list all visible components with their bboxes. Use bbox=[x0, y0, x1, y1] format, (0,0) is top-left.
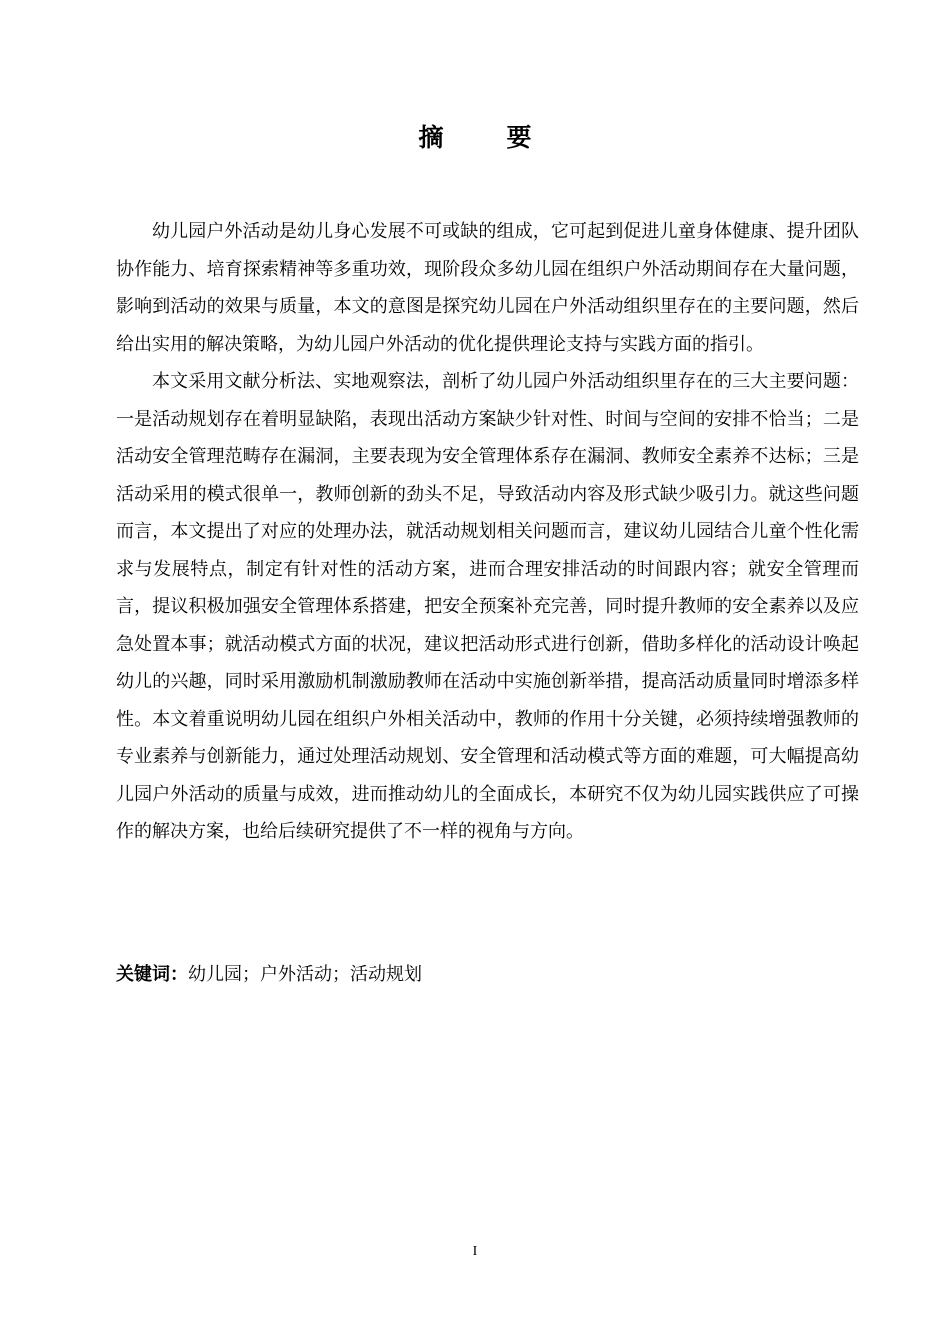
keywords-label: 关键词： bbox=[116, 964, 188, 985]
page-title: 摘 要 bbox=[418, 123, 551, 152]
page-number: I bbox=[472, 1244, 478, 1259]
abstract-body bbox=[116, 213, 859, 851]
keywords-value: 幼儿园；户外活动；活动规划 bbox=[188, 964, 422, 985]
abstract-paragraph-1: 幼儿园户外活动是幼儿身心发展不可或缺的组成，它可起到促进儿童身体健康、提升团队协作能力、培育探索精神等多重功效，现阶段众多幼儿园在组织户外活动期间存在大量问题，影响到活动的效果与质量，本文的意图是探究幼儿园在户外活动组织里存在的主要问题，然后给出实用的解决策略，为幼儿园户外活动的优化提供理论支持与实践方面的指引。 bbox=[116, 221, 859, 355]
keywords-line bbox=[116, 956, 859, 993]
abstract-paragraph-2: 本文采用文献分析法、实地观察法，剖析了幼儿园户外活动组织里存在的三大主要问题：一是活动规划存在着明显缺陷，表现出活动方案缺少针对性、时间与空间的安排不恰当；二是活动安全管理范畴存在漏洞，主要表现为安全管理体系存在漏洞、教师安全素养不达标；三是活动采用的模式很单一，教师创新的劲头不足，导致活动内容及形式缺少吸引力。就这些问题而言，本文提出了对应的处理办法，就活动规划相关问题而言，建议幼儿园结合儿童个性化需求与发展特点，制定有针对性的活动方案，进而合理安排活动的时间跟内容；就安全管理而言，提议积极加强安全管理体系搭建，把安全预案补充完善，同时提升教师的安全素养以及应急处置本事；就活动模式方面的状况，建议把活动形式进行创新，借助多样化的活动设计唤起幼儿的兴趣，同时采用激励机制激励教师在活动中实施创新举措，提高活动质量同时增添多样性。本文着重说明幼儿园在组织户外相关活动中，教师的作用十分关键，必须持续增强教师的专业素养与创新能力，通过处理活动规划、安全管理和活动模式等方面的难题，可大幅提高幼儿园户外活动的质量与成效，进而推动幼儿的全面成长，本研究不仅为幼儿园实践供应了可操作的解决方案，也给后续研究提供了不一样的视角与方向。 bbox=[116, 371, 859, 842]
